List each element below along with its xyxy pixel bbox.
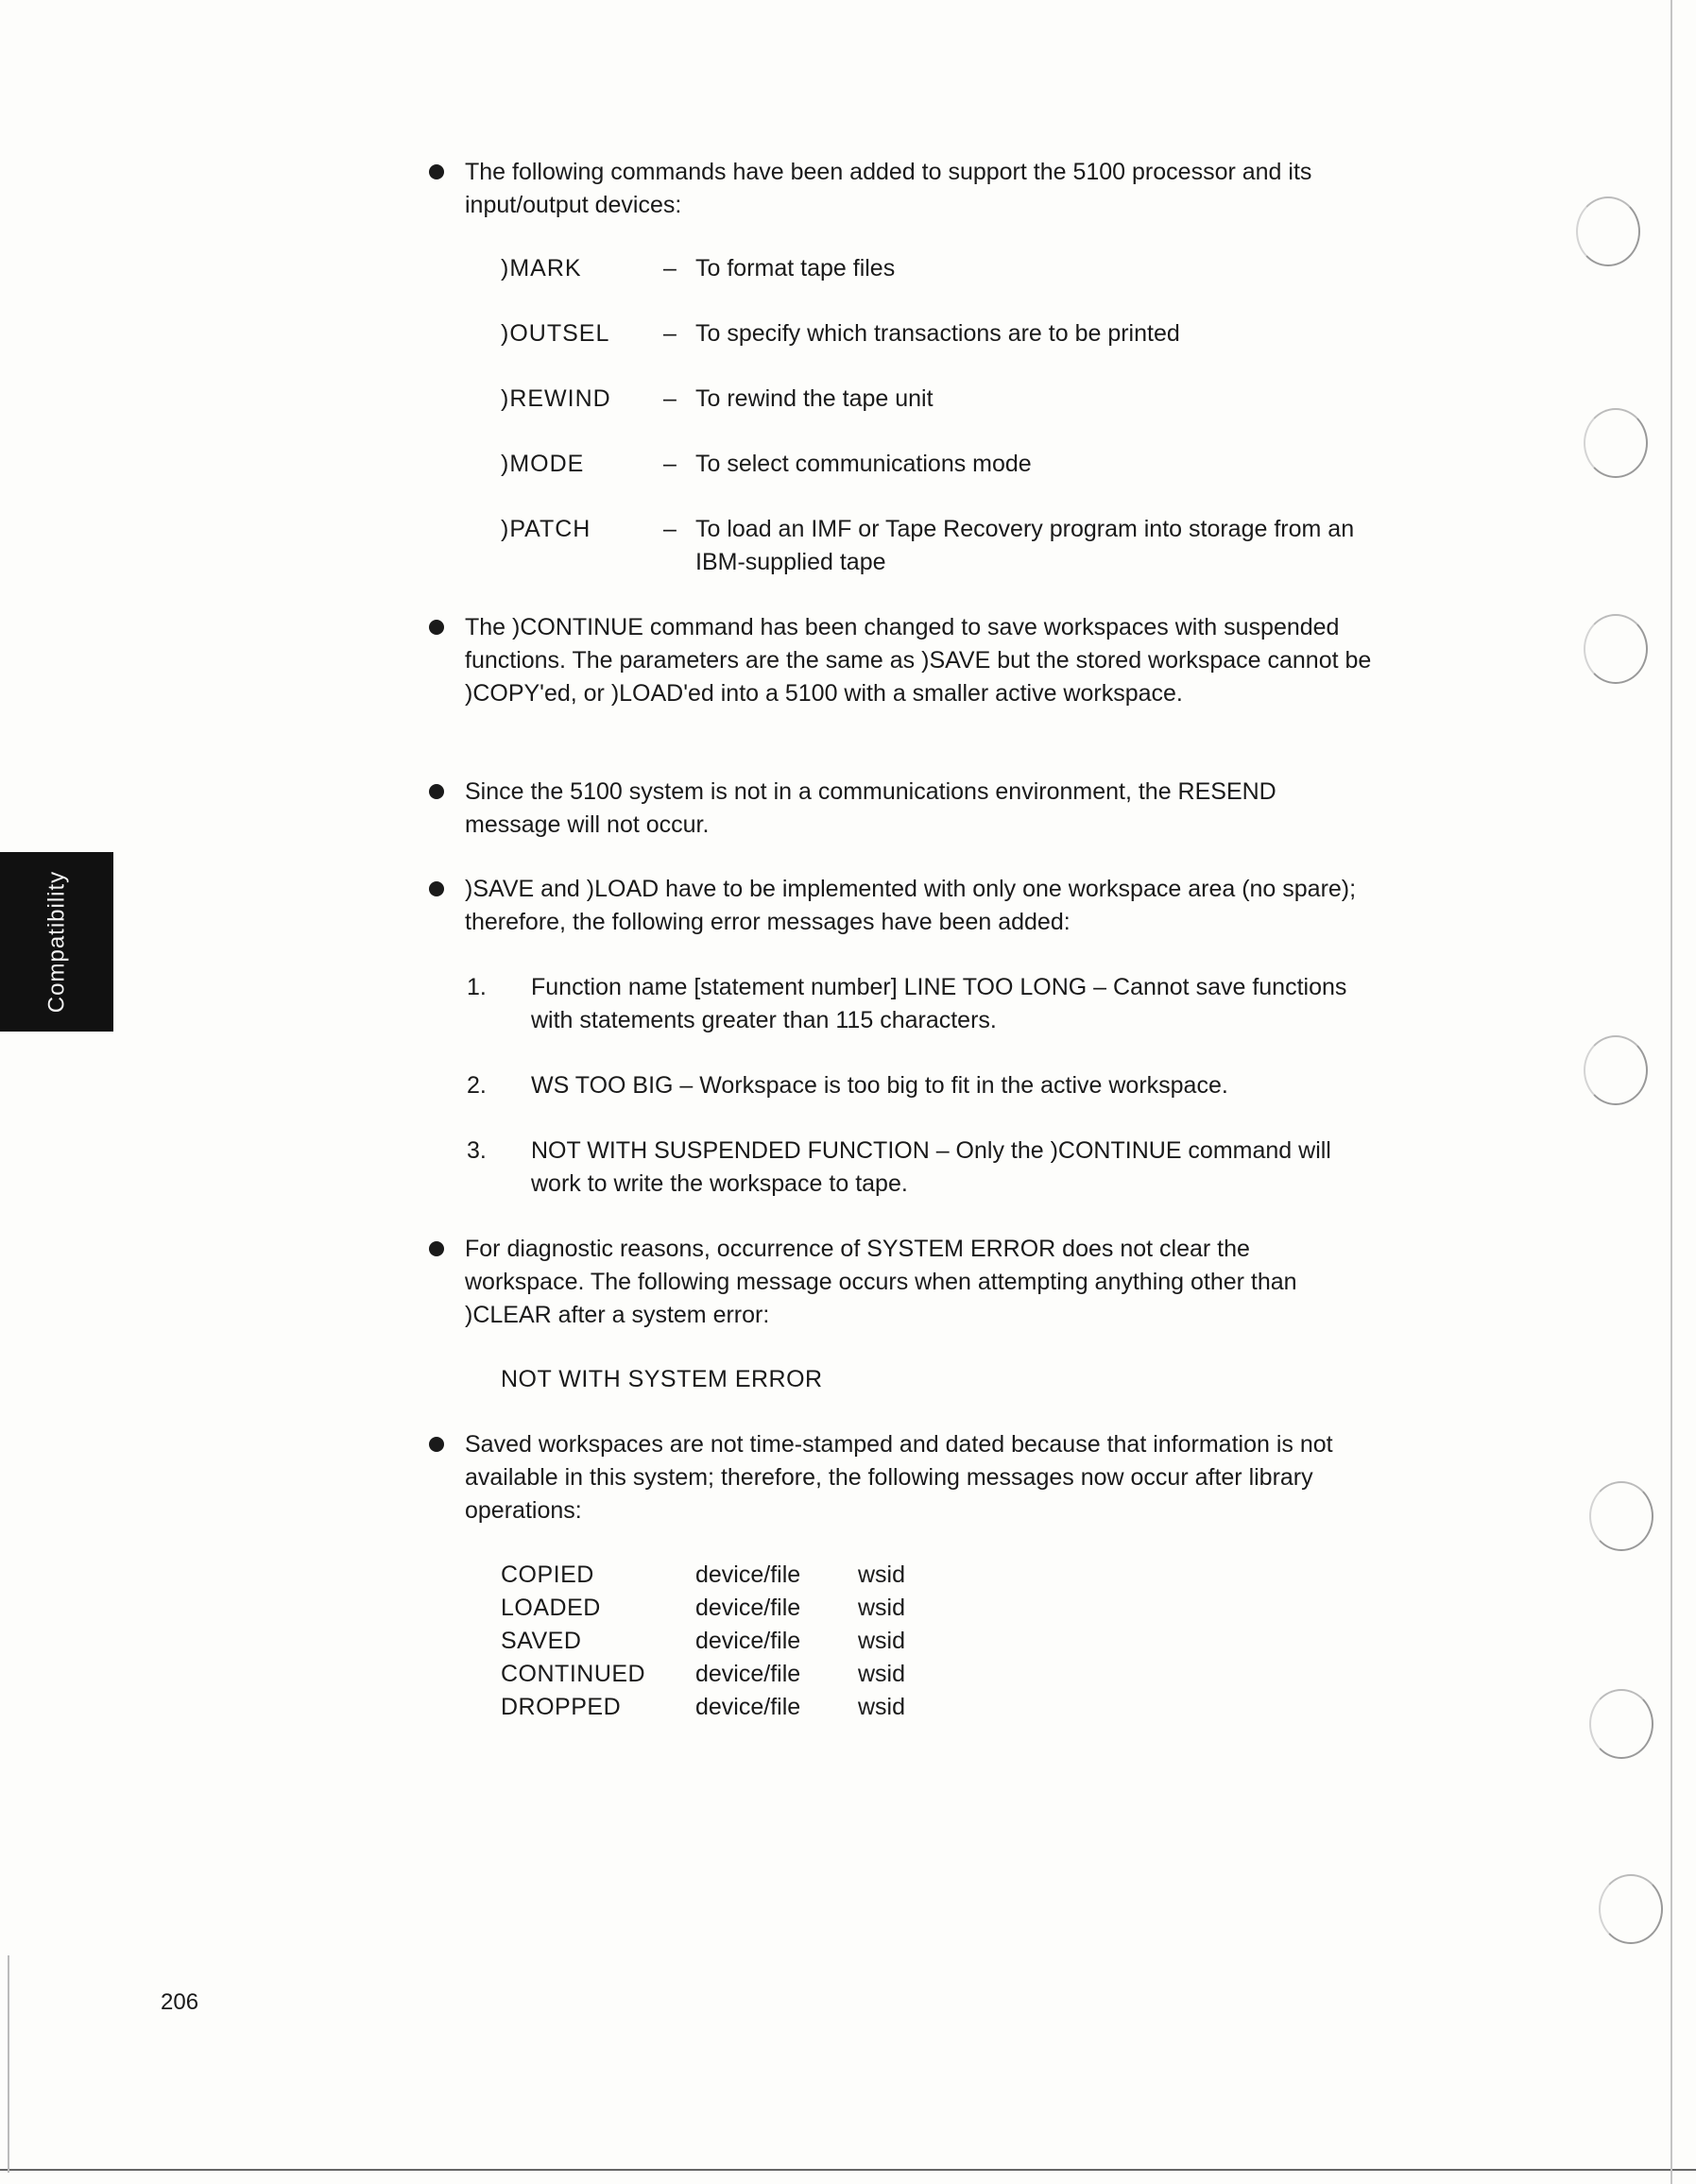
bullet-text: For diagnostic reasons, occurrence of SYSTEM ERROR does not clear the workspace. The following message occurs when attempting anything other than )CLEAR after a system error: bbox=[465, 1236, 1297, 1328]
command-description: To load an IMF or Tape Recovery program into storage from an IBM-supplied tape bbox=[695, 516, 1355, 575]
bullet-continue bbox=[465, 611, 1372, 710]
message-cell: SAVED bbox=[501, 1628, 582, 1654]
bullet-text: Saved workspaces are not time-stamped and dated because that information is not available in this system; therefore, the following messages now occur after library operations: bbox=[465, 1431, 1333, 1524]
id-cell: wsid bbox=[858, 1595, 906, 1621]
item-text: WS TOO BIG – Workspace is too big to fit in the active workspace. bbox=[531, 1072, 1228, 1099]
message-cell: LOADED bbox=[501, 1595, 601, 1621]
item-number: 3. bbox=[467, 1137, 487, 1164]
page-edge-bottom bbox=[0, 2169, 1696, 2171]
item-number: 2. bbox=[467, 1072, 487, 1099]
bullet-text: The following commands have been added to support the 5100 processor and its input/output devices: bbox=[465, 159, 1312, 218]
id-cell: wsid bbox=[858, 1561, 906, 1588]
bullet-text: Since the 5100 system is not in a communications environment, the RESEND message will not occur. bbox=[465, 778, 1276, 838]
bullet-icon bbox=[429, 784, 444, 799]
table-row bbox=[501, 1559, 905, 1592]
target-cell: device/file bbox=[695, 1661, 801, 1687]
command-name: )PATCH bbox=[501, 516, 591, 542]
punch-hole-icon bbox=[1589, 1689, 1653, 1759]
command-name: )OUTSEL bbox=[501, 320, 610, 347]
bullet-icon bbox=[429, 881, 444, 896]
punch-hole-icon bbox=[1589, 1481, 1653, 1551]
command-name: )MARK bbox=[501, 255, 582, 282]
punch-hole-icon bbox=[1599, 1874, 1663, 1944]
target-cell: device/file bbox=[695, 1595, 801, 1621]
bullet-saved-workspaces bbox=[465, 1428, 1372, 1527]
side-tab-label: Compatibility bbox=[43, 870, 70, 1014]
table-row bbox=[501, 1658, 905, 1691]
bullet-icon bbox=[429, 164, 444, 179]
table-row bbox=[501, 1625, 905, 1658]
command-name: )MODE bbox=[501, 451, 585, 477]
item-text: NOT WITH SUSPENDED FUNCTION – Only the )CONTINUE command will work to write the workspace to tape. bbox=[531, 1137, 1331, 1197]
bullet-icon bbox=[429, 1437, 444, 1452]
command-description: To specify which transactions are to be printed bbox=[695, 320, 1180, 347]
message-cell: DROPPED bbox=[501, 1694, 622, 1720]
bullet-icon bbox=[429, 620, 444, 635]
bullet-icon bbox=[429, 1241, 444, 1256]
bullet-save-load bbox=[465, 873, 1372, 939]
target-cell: device/file bbox=[695, 1694, 801, 1720]
command-dash: – bbox=[663, 451, 677, 477]
page-edge-left bbox=[8, 1955, 9, 2173]
bullet-text: The )CONTINUE command has been changed to save workspaces with suspended functions. The parameters are the same as )SAVE but the stored workspace cannot be )COPY'ed, or )LOAD'ed into a 5100 with a smaller active workspace. bbox=[465, 614, 1372, 707]
command-name: )REWIND bbox=[501, 385, 611, 412]
id-cell: wsid bbox=[858, 1661, 906, 1687]
page-edge-right bbox=[1670, 0, 1672, 2184]
bullet-text: )SAVE and )LOAD have to be implemented with only one workspace area (no spare); therefore, the following error messages have been added: bbox=[465, 876, 1357, 935]
system-error-message: NOT WITH SYSTEM ERROR bbox=[501, 1366, 823, 1392]
message-cell: CONTINUED bbox=[501, 1661, 646, 1687]
command-dash: – bbox=[663, 516, 677, 542]
message-cell: COPIED bbox=[501, 1561, 594, 1588]
library-messages-table bbox=[501, 1559, 905, 1724]
table-row bbox=[501, 1592, 905, 1625]
command-dash: – bbox=[663, 385, 677, 412]
punch-hole-icon bbox=[1584, 614, 1648, 684]
command-description: To rewind the tape unit bbox=[695, 385, 934, 412]
target-cell: device/file bbox=[695, 1628, 801, 1654]
punch-hole-icon bbox=[1584, 408, 1648, 478]
page-number: 206 bbox=[161, 1989, 199, 2015]
id-cell: wsid bbox=[858, 1694, 906, 1720]
punch-hole-icon bbox=[1576, 196, 1640, 266]
bullet-resend bbox=[465, 776, 1372, 842]
item-text: Function name [statement number] LINE TOO LONG – Cannot save functions with statements greater than 115 characters. bbox=[531, 974, 1347, 1033]
bullet-diagnostic bbox=[465, 1233, 1372, 1332]
table-row bbox=[501, 1691, 905, 1724]
command-description: To select communications mode bbox=[695, 451, 1032, 477]
command-dash: – bbox=[663, 255, 677, 282]
id-cell: wsid bbox=[858, 1628, 906, 1654]
section-side-tab bbox=[0, 852, 113, 1032]
punch-hole-icon bbox=[1584, 1035, 1648, 1105]
item-number: 1. bbox=[467, 974, 487, 1000]
command-description: To format tape files bbox=[695, 255, 896, 282]
target-cell: device/file bbox=[695, 1561, 801, 1588]
bullet-commands-intro bbox=[465, 156, 1372, 222]
command-dash: – bbox=[663, 320, 677, 347]
